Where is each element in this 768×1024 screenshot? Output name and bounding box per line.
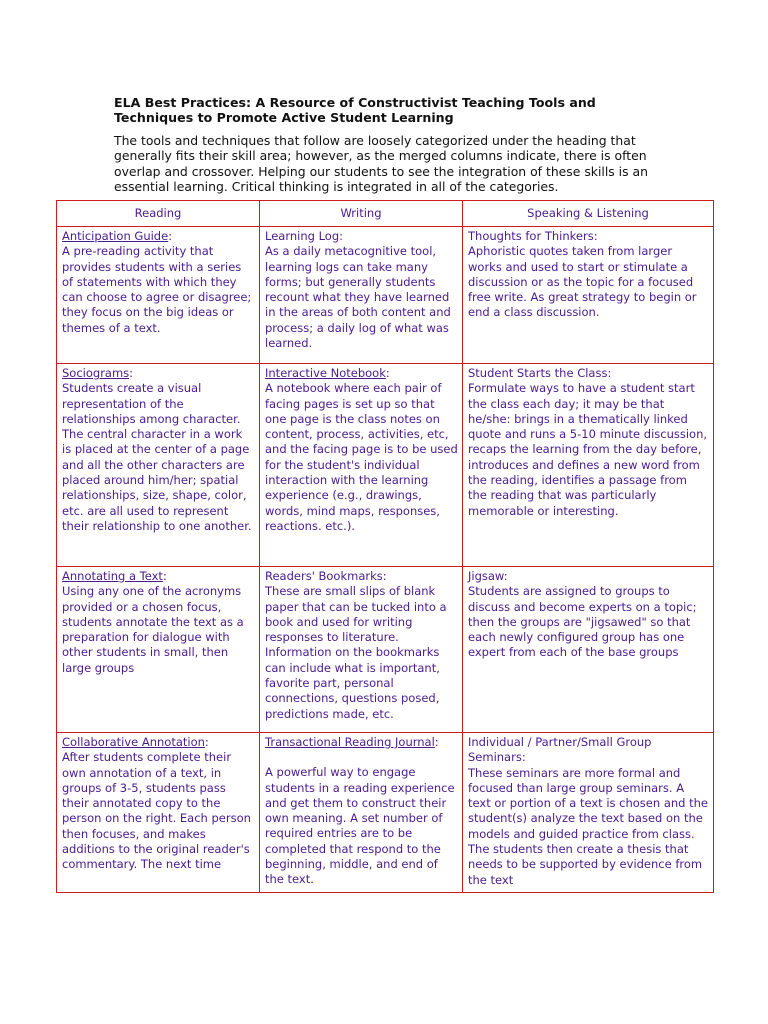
cell-body: A notebook where each pair of facing pages is set up so that one page is the class notes on content, process, activities, etc, and the facing page is to be used for the student's individual interaction with the learning experience (e.g., drawings, words, mind maps, responses, reactions. etc.).: [265, 381, 458, 533]
cell-title: Readers' Bookmarks:: [265, 569, 387, 583]
cell-title: Jigsaw:: [468, 569, 508, 583]
table-row: [57, 733, 714, 893]
table-cell: Collaborative Annotation: After students complete their own annotation of a text, in groups of 3-5, students pass their annotated copy to the person on the right. Each person then focuses, and makes additions to the original reader's commentary. The next time: [57, 733, 260, 893]
table-cell: Transactional Reading Journal: A powerful way to engage students in a reading experience and get them to construct their own meaning. A set number of required entries are to be completed that respond to the beginning, middle, and end of the text.: [260, 733, 463, 893]
cell-title: Interactive Notebook: [265, 366, 386, 380]
cell-title: Learning Log:: [265, 229, 343, 243]
table-cell: Sociograms: Students create a visual representation of the relationships among character. The central character in a work is placed at the center of a page and all the other characters are placed around him/her; spatial relationships, size, shape, color, etc. are all used to represent their relationship to one another.: [57, 364, 260, 567]
table-cell: Interactive Notebook: A notebook where each pair of facing pages is set up so that one page is the class notes on content, process, activities, etc, and the facing page is to be used for the student's individual interaction with the learning experience (e.g., drawings, words, mind maps, responses, reactions. etc.).: [260, 364, 463, 567]
cell-title: Thoughts for Thinkers:: [468, 229, 598, 243]
table-cell: [463, 227, 714, 364]
cell-title: Anticipation Guide: [62, 229, 169, 243]
cell-body: These are small slips of blank paper that can be tucked into a book and used for writing responses to literature. Information on the bookmarks can include what is important, favorite part, personal connections, questions posed, predictions made, etc.: [265, 584, 447, 721]
cell-title: Individual / Partner/Small Group Seminars:: [468, 735, 652, 765]
column-header-speaking-listening: Speaking & Listening: [463, 201, 714, 227]
cell-body: Using any one of the acronyms provided or a chosen focus, students annotate the text as a preparation for dialogue with other students in small, then large groups: [62, 584, 244, 675]
cell-body: As a daily metacognitive tool, learning logs can take many forms; but generally students recount what they have learned in the areas of both content and process; a daily log of what was learned.: [265, 244, 451, 351]
cell-body: Students create a visual representation of the relationships among character. The central character in a work is placed at the center of a page and all the other characters are placed around him/her; spatial relationships, size, shape, color, etc. are all used to represent their relationship to one another.: [62, 381, 252, 533]
table-cell: Anticipation Guide: A pre-reading activity that provides students with a series of statements with which they can choose to agree or disagree; they focus on the big ideas or themes of a text.: [57, 227, 260, 364]
column-header-reading: Reading: [57, 201, 260, 227]
column-header-writing: Writing: [260, 201, 463, 227]
cell-title: Collaborative Annotation: [62, 735, 205, 749]
table-row: [57, 567, 714, 733]
cell-title: Student Starts the Class:: [468, 366, 612, 380]
cell-body: A powerful way to engage students in a reading experience and get them to construct their own meaning. A set number of required entries are to be completed that respond to the beginning, middle, and end of the text.: [265, 765, 455, 887]
intro-paragraph: The tools and techniques that follow are loosely categorized under the heading that generally fits their skill area; however, as the merged columns indicate, there is often overlap and crossover. Helping our students to see the integration of these skills is an essential learning. Critical thinking is integrated in all of the categories.: [114, 133, 648, 195]
cell-body: A pre-reading activity that provides students with a series of statements with which they can choose to agree or disagree; they focus on the big ideas or themes of a text.: [62, 244, 252, 335]
cell-body: These seminars are more formal and focused than large group seminars. A text or portion of a text is chosen and the student(s) analyze the text based on the models and guided practice from class. The students then create a thesis that needs to be supported by evidence from the text: [468, 765, 708, 887]
practices-table: [56, 200, 714, 893]
cell-title: Sociograms: [62, 366, 130, 380]
table-row: [57, 227, 714, 364]
table-cell: Annotating a Text: Using any one of the acronyms provided or a chosen focus, students annotate the text as a preparation for dialogue with other students in small, then large groups: [57, 567, 260, 733]
document-title: ELA Best Practices: A Resource of Constructivist Teaching Tools and Techniques to Promote Active Student Learning: [114, 95, 596, 125]
table-cell: [463, 364, 714, 567]
cell-body: Formulate ways to have a student start the class each day; it may be that he/she: brings in a thematically linked quote and runs a 5-10 minute discussion, recaps the learning from the day before, introduces and defines a new word from the reading, identifies a passage from the reading that was particularly memorable or interesting.: [468, 381, 708, 518]
table-row: [57, 364, 714, 567]
cell-title: Transactional Reading Journal: [265, 735, 435, 749]
cell-body: Aphoristic quotes taken from larger works and used to start or stimulate a discussion or as the topic for a focused free write. As great strategy to begin or end a class discussion.: [468, 244, 697, 320]
table-cell: [260, 567, 463, 733]
cell-body: After students complete their own annotation of a text, in groups of 3-5, students pass their annotated copy to the person on the right. Each person then focuses, and makes additions to the original reader's commentary. The next time: [62, 750, 251, 872]
table-cell: [463, 567, 714, 733]
table-cell: [260, 227, 463, 364]
table-header-row: [57, 201, 714, 227]
cell-title: Annotating a Text: [62, 569, 163, 583]
table-cell: [463, 733, 714, 893]
cell-body: Students are assigned to groups to discuss and become experts on a topic; then the groups are "jigsawed" so that each newly configured group has one expert from each of the base groups: [468, 584, 697, 660]
